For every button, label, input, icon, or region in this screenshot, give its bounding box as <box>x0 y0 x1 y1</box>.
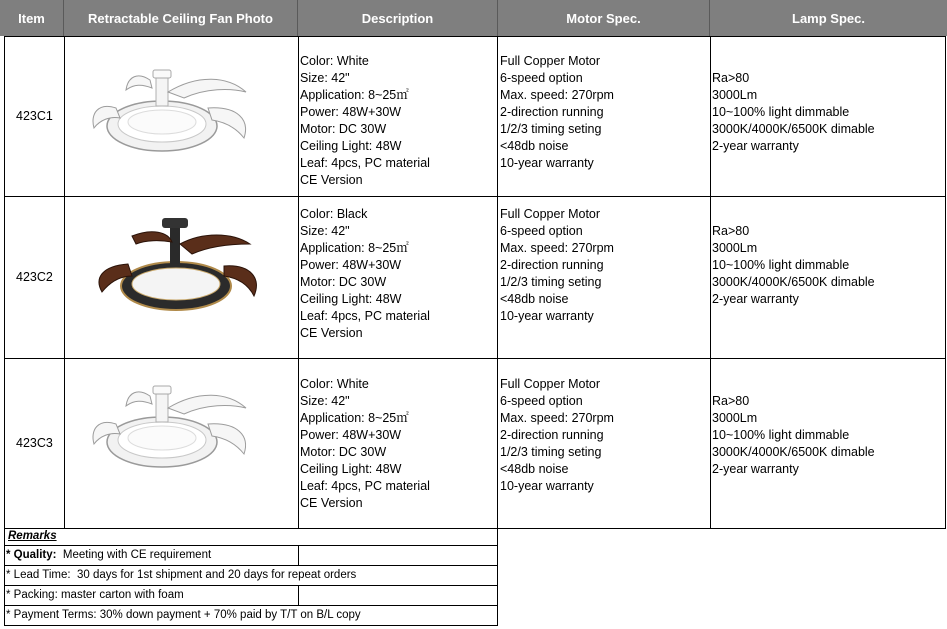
item-code: 423C2 <box>16 270 53 284</box>
remark-packing: * Packing: master carton with foam <box>6 589 184 601</box>
grid-line <box>497 36 498 626</box>
lamp-spec-text: Ra>80 3000Lm 10~100% light dimmable 3000K/4000K/6500K dimable 2-year warranty <box>712 71 875 153</box>
grid-line <box>710 36 711 529</box>
description-text: Color: White Size: 42" Application: 8~25㎡ Power: 48W+30W Motor: DC 30W Ceiling Light: 48W Leaf: 4pcs, PC material CE Version <box>300 54 430 187</box>
grid-line <box>298 545 299 565</box>
description-text: Color: White Size: 42" Application: 8~25㎡ Power: 48W+30W Motor: DC 30W Ceiling Light: 48W Leaf: 4pcs, PC material CE Version <box>300 377 430 510</box>
item-code: 423C1 <box>16 109 53 123</box>
remark-quality <box>6 549 211 561</box>
description-text: Color: Black Size: 42" Application: 8~25㎡ Power: 48W+30W Motor: DC 30W Ceiling Light: 48W Leaf: 4pcs, PC material CE Version <box>300 207 430 340</box>
header-photo: Retractable Ceiling Fan Photo <box>64 0 298 36</box>
header-item: Item <box>0 0 64 36</box>
grid-line <box>4 196 946 197</box>
grid-line <box>298 36 299 529</box>
motor-spec-text: Full Copper Motor 6-speed option Max. speed: 270rpm 2-direction running 1/2/3 timing seting <48db noise 10-year warranty <box>500 207 614 323</box>
grid-line <box>4 605 497 606</box>
grid-line <box>4 36 946 37</box>
grid-line <box>4 565 497 566</box>
item-code: 423C3 <box>16 436 53 450</box>
motor-spec-text: Full Copper Motor 6-speed option Max. speed: 270rpm 2-direction running 1/2/3 timing seting <48db noise 10-year warranty <box>500 54 614 170</box>
grid-line <box>4 585 497 586</box>
fan-photo-white <box>88 62 256 162</box>
grid-line <box>4 528 5 626</box>
motor-spec-text: Full Copper Motor 6-speed option Max. speed: 270rpm 2-direction running 1/2/3 timing seting <48db noise 10-year warranty <box>500 377 614 493</box>
header-lamp-spec: Lamp Spec. <box>710 0 947 36</box>
grid-line <box>4 36 5 529</box>
fan-photo-black <box>92 214 264 324</box>
grid-line <box>4 528 946 529</box>
lamp-spec-text: Ra>80 3000Lm 10~100% light dimmable 3000K/4000K/6500K dimable 2-year warranty <box>712 224 875 306</box>
grid-line <box>4 358 946 359</box>
fan-photo-white <box>88 378 256 478</box>
header-motor-spec: Motor Spec. <box>498 0 710 36</box>
grid-line <box>4 625 497 626</box>
remarks-title: Remarks <box>8 530 57 542</box>
remark-quality-label: * Quality: <box>6 549 57 561</box>
header-description: Description <box>298 0 498 36</box>
grid-line <box>298 585 299 605</box>
grid-line <box>4 545 497 546</box>
remark-lead-time: * Lead Time: 30 days for 1st shipment and 20 days for repeat orders <box>6 569 357 581</box>
grid-line <box>945 36 946 529</box>
grid-line <box>64 36 65 529</box>
remark-payment: * Payment Terms: 30% down payment + 70% paid by T/T on B/L copy <box>6 609 361 621</box>
lamp-spec-text: Ra>80 3000Lm 10~100% light dimmable 3000K/4000K/6500K dimable 2-year warranty <box>712 394 875 476</box>
remark-quality-text: Meeting with CE requirement <box>56 549 212 561</box>
